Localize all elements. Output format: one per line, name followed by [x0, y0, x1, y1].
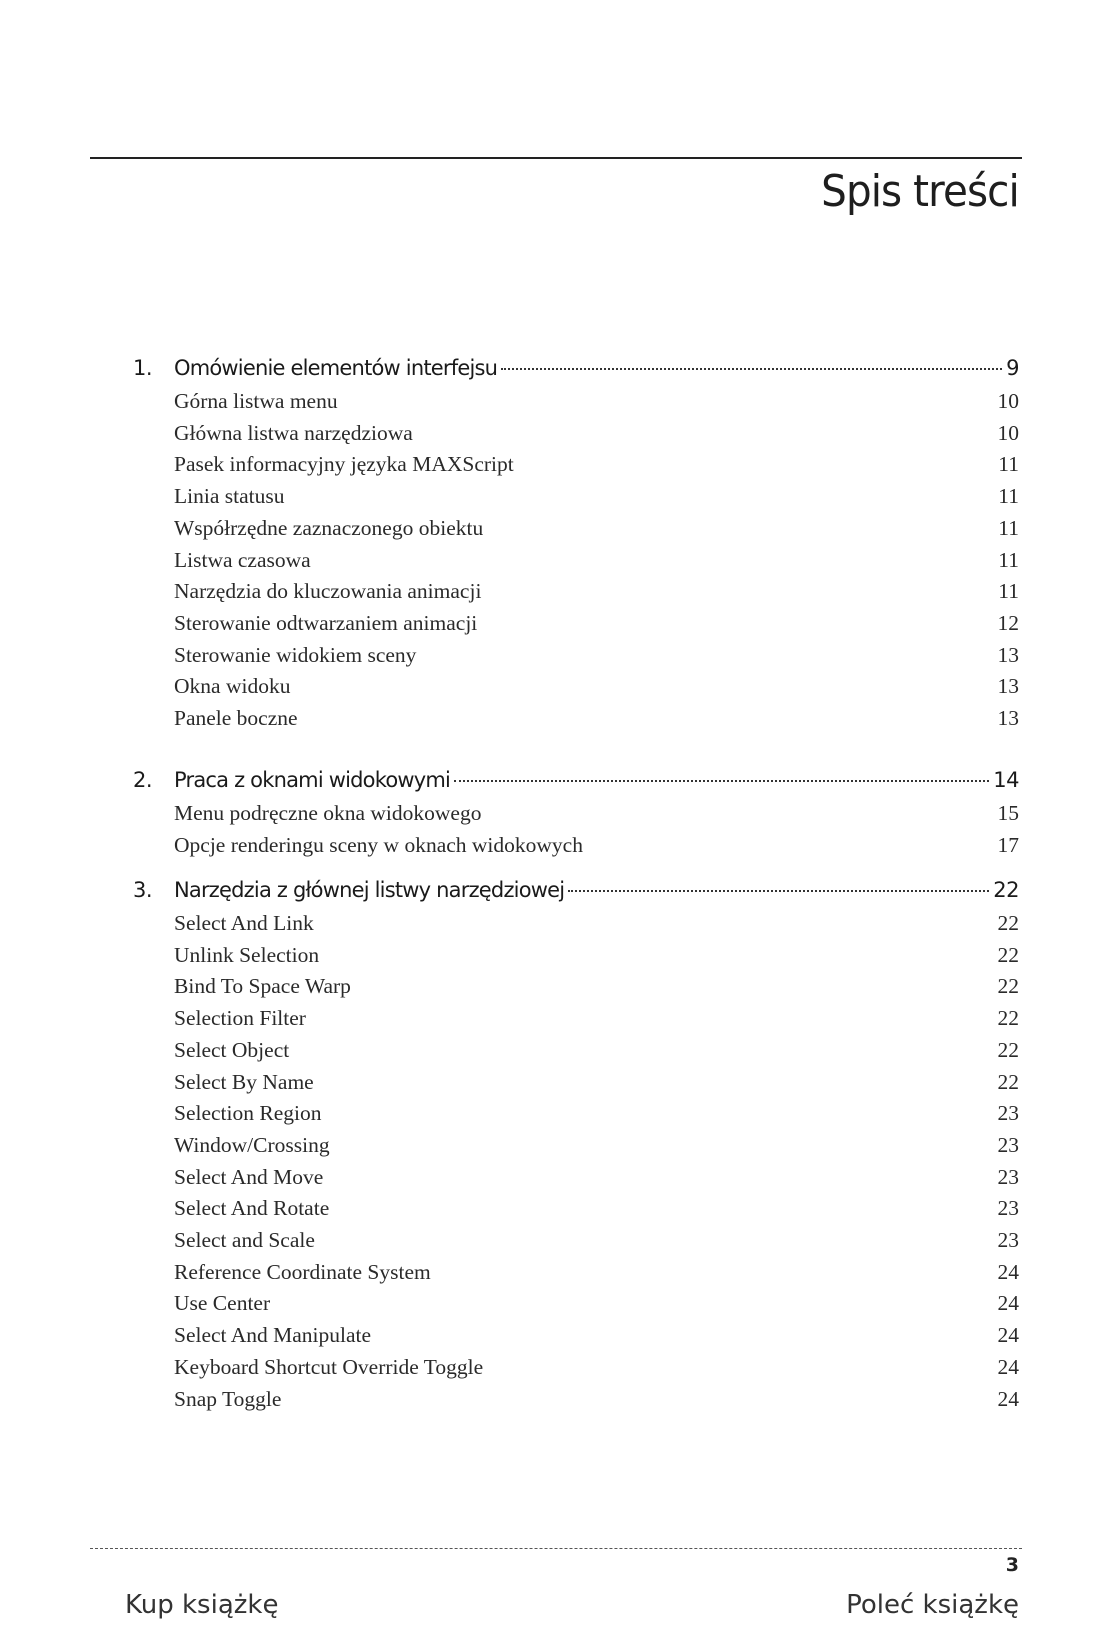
toc-entry-page: 17	[997, 832, 1019, 857]
toc-entry-page: 24	[997, 1323, 1019, 1348]
toc-entry-page: 22	[997, 911, 1019, 935]
toc-entry-label: Select And Link	[174, 911, 314, 935]
chapter-row[interactable]	[133, 768, 1019, 800]
chapter-page: 14	[993, 768, 1019, 792]
toc-entry-label: Bind To Space Warp	[174, 974, 351, 999]
toc-entry-page: 22	[997, 1006, 1019, 1031]
toc-entry-label: Snap Toggle	[174, 1386, 282, 1411]
toc-entry-label: Panele boczne	[174, 706, 298, 730]
toc-entry-label: Sterowanie widokiem sceny	[174, 642, 417, 667]
toc-entry-page: 24	[997, 1291, 1019, 1316]
toc-entry-page: 11	[998, 515, 1019, 540]
toc-entry-page: 22	[997, 1037, 1019, 1062]
toc-entry-label: Sterowanie odtwarzaniem animacji	[174, 610, 478, 635]
dot-leader	[501, 368, 1002, 370]
toc-entry-label: Select By Name	[174, 1069, 314, 1094]
chapter-number: 2.	[133, 768, 153, 792]
toc-entry-label: Współrzędne zaznaczonego obiektu	[174, 515, 484, 540]
page-number: 3	[1005, 1554, 1019, 1576]
toc-entry[interactable]	[174, 974, 1019, 1004]
recommend-book-link[interactable]: Poleć książkę	[846, 1590, 1019, 1620]
toc-entry-page: 10	[997, 389, 1019, 413]
chapter-number: 3.	[133, 878, 153, 902]
toc-entry-page: 15	[997, 801, 1019, 825]
toc-entry[interactable]	[174, 1291, 1019, 1321]
toc-entry-label: Window/Crossing	[174, 1132, 330, 1157]
toc-entry[interactable]	[174, 421, 1019, 451]
toc-entry[interactable]	[174, 801, 1019, 831]
toc-entry[interactable]	[174, 911, 1019, 941]
toc-entry-page: 22	[997, 1069, 1019, 1094]
toc-entry[interactable]	[174, 706, 1019, 736]
chapter-number: 1.	[133, 356, 153, 380]
bottom-rule	[90, 1548, 1022, 1549]
toc-entry-label: Narzędzia do kluczowania animacji	[174, 579, 482, 604]
toc-entry[interactable]	[174, 452, 1019, 482]
toc-entry[interactable]	[174, 1038, 1019, 1068]
dot-leader	[454, 780, 989, 782]
chapter-title: Praca z oknami widokowymi	[174, 768, 451, 792]
toc-entry-page: 13	[997, 706, 1019, 730]
toc-entry[interactable]	[174, 516, 1019, 546]
toc-entry-label: Listwa czasowa	[174, 547, 311, 572]
toc-entry[interactable]	[174, 1387, 1019, 1417]
toc-entry-label: Selection Filter	[174, 1006, 306, 1031]
toc-entry-label: Okna widoku	[174, 674, 291, 699]
toc-entry[interactable]	[174, 1323, 1019, 1353]
toc-entry-label: Select And Move	[174, 1164, 324, 1189]
toc-entry[interactable]	[174, 1165, 1019, 1195]
toc-entry-page: 24	[997, 1259, 1019, 1284]
toc-entry[interactable]	[174, 674, 1019, 704]
toc-entry-label: Select Object	[174, 1037, 290, 1062]
toc-entry-label: Pasek informacyjny języka MAXScript	[174, 452, 514, 477]
toc-entry-label: Opcje renderingu sceny w oknach widokowych	[174, 832, 583, 857]
toc-entry-label: Linia statusu	[174, 484, 285, 509]
toc-entry[interactable]	[174, 943, 1019, 973]
toc-entry[interactable]	[174, 1260, 1019, 1290]
toc-entry[interactable]	[174, 1070, 1019, 1100]
toc-entry-page: 23	[997, 1101, 1019, 1126]
toc-entry-label: Górna listwa menu	[174, 389, 338, 413]
toc-entry-page: 22	[997, 942, 1019, 967]
buy-book-link[interactable]: Kup książkę	[125, 1590, 279, 1620]
toc-entry-page: 11	[998, 484, 1019, 509]
chapter-page: 22	[993, 878, 1019, 902]
chapter-title: Omówienie elementów interfejsu	[174, 356, 498, 380]
page-title: Spis treści	[821, 166, 1019, 217]
toc-entry-page: 24	[997, 1354, 1019, 1379]
toc-entry-label: Select and Scale	[174, 1228, 315, 1252]
dot-leader	[568, 890, 989, 892]
toc-entry-page: 23	[997, 1196, 1019, 1221]
toc-entry-label: Reference Coordinate System	[174, 1259, 431, 1284]
toc-entry[interactable]	[174, 484, 1019, 514]
toc-entry[interactable]	[174, 1006, 1019, 1036]
toc-entry-page: 23	[997, 1164, 1019, 1189]
toc-entry-page: 24	[997, 1386, 1019, 1411]
toc-entry-page: 10	[997, 420, 1019, 445]
toc-entry-label: Keyboard Shortcut Override Toggle	[174, 1354, 484, 1379]
toc-entry-page: 13	[997, 674, 1019, 699]
toc-entry-page: 22	[997, 974, 1019, 999]
toc-entry-page: 11	[998, 579, 1019, 604]
toc-entry-label: Select And Manipulate	[174, 1323, 372, 1348]
toc-entry[interactable]	[174, 389, 1019, 419]
toc-entry[interactable]	[174, 611, 1019, 641]
chapter-row[interactable]	[133, 356, 1019, 388]
toc-entry-label: Główna listwa narzędziowa	[174, 420, 413, 445]
toc-entry-page: 13	[997, 642, 1019, 667]
toc-entry-page: 12	[997, 610, 1019, 635]
chapter-title: Narzędzia z głównej listwy narzędziowej	[174, 878, 565, 902]
toc-entry[interactable]	[174, 1228, 1019, 1258]
toc-entry-label: Use Center	[174, 1291, 271, 1316]
toc-entry[interactable]	[174, 643, 1019, 673]
toc-entry-page: 23	[997, 1132, 1019, 1157]
top-rule	[90, 157, 1022, 159]
toc-entry[interactable]	[174, 1355, 1019, 1385]
toc-entry-page: 23	[997, 1228, 1019, 1252]
toc-entry[interactable]	[174, 1196, 1019, 1226]
chapter-row[interactable]	[133, 878, 1019, 910]
toc-entry[interactable]	[174, 1133, 1019, 1163]
toc-entry-page: 11	[998, 452, 1019, 477]
toc-entry[interactable]	[174, 1101, 1019, 1131]
toc-entry-page: 11	[998, 547, 1019, 572]
chapter-page: 9	[1006, 356, 1019, 380]
toc-entry[interactable]	[174, 548, 1019, 578]
toc-entry[interactable]	[174, 833, 1019, 863]
toc-entry-label: Selection Region	[174, 1101, 322, 1126]
toc-entry-label: Select And Rotate	[174, 1196, 330, 1221]
toc-entry-label: Menu podręczne okna widokowego	[174, 801, 482, 825]
toc-entry[interactable]	[174, 579, 1019, 609]
toc-entry-label: Unlink Selection	[174, 942, 320, 967]
